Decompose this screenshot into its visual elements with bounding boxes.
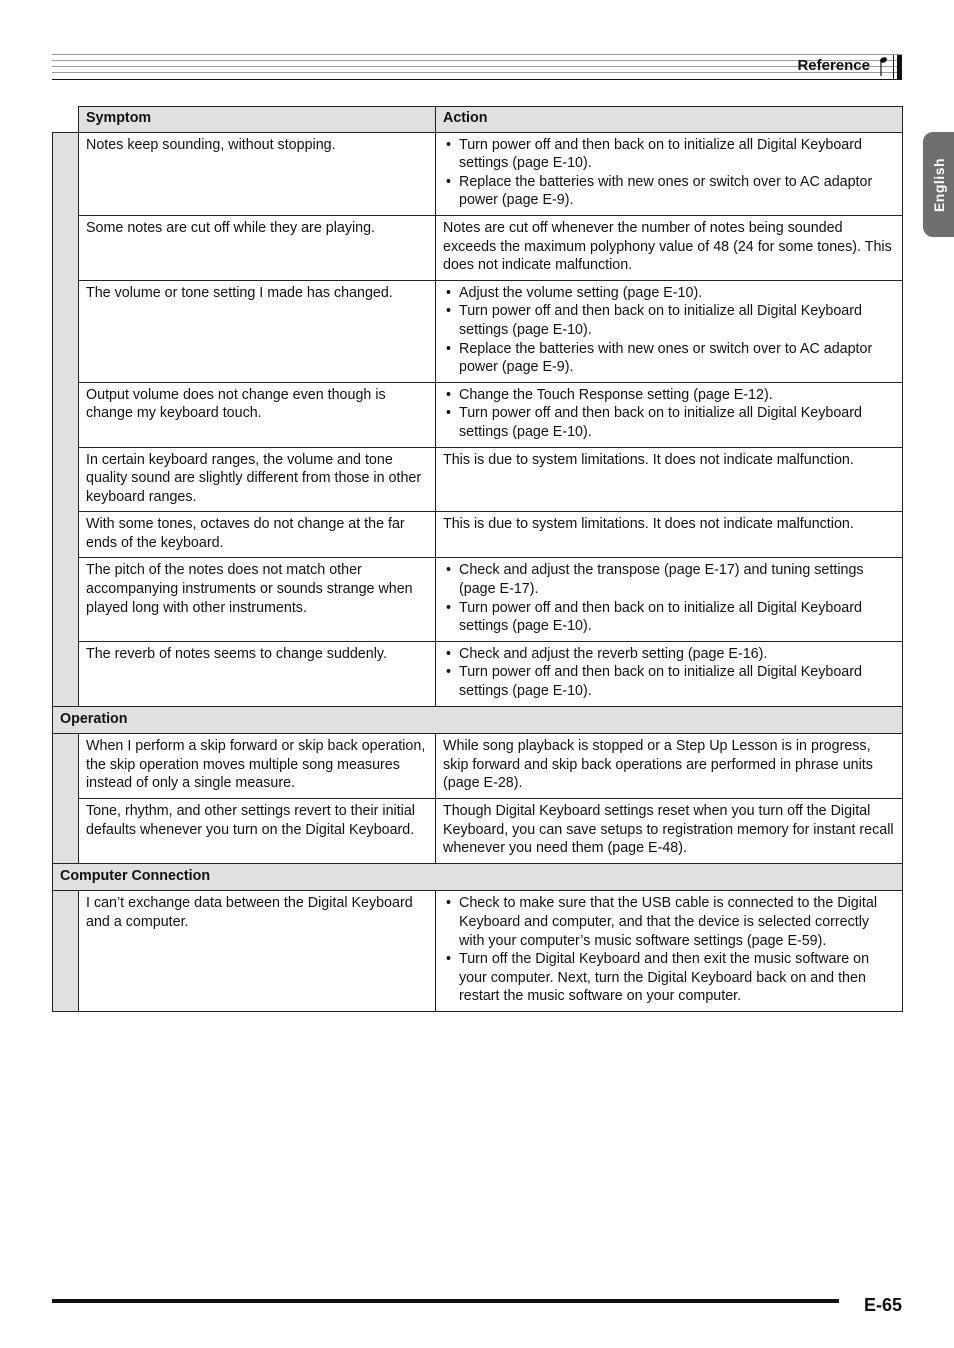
footer-rule xyxy=(52,1299,839,1303)
action-bullet: • Turn power off and then back on to initialize all Digital Keyboard settings (page E-10). xyxy=(443,663,896,700)
action-bullet: • Replace the batteries with new ones or switch over to AC adaptor power (page E-9). xyxy=(443,340,896,377)
action-bullet: • Check to make sure that the USB cable is connected to the Digital Keyboard and computer, and that the device is selected correctly with your computer’s music software settings (page E-59). xyxy=(443,894,896,950)
symptom-cell: I can’t exchange data between the Digital Keyboard and a computer. xyxy=(79,891,436,1012)
section-header-row xyxy=(53,863,903,891)
action-cell xyxy=(436,280,903,382)
section-gutter xyxy=(53,891,79,1012)
action-bullet: • Replace the batteries with new ones or switch over to AC adaptor power (page E-9). xyxy=(443,173,896,210)
section-gutter xyxy=(53,132,79,706)
action-cell xyxy=(436,641,903,706)
action-bullet: • Turn power off and then back on to initialize all Digital Keyboard settings (page E-10). xyxy=(443,599,896,636)
staff-line xyxy=(52,66,902,67)
action-cell: While song playback is stopped or a Step Up Lesson is in progress, skip forward and skip back operations are performed in phrase units (page E-28). xyxy=(436,734,903,799)
symptom-cell: The pitch of the notes does not match other accompanying instruments or sounds strange when played long with other instruments. xyxy=(79,558,436,641)
action-bullet: • Change the Touch Response setting (page E-12). xyxy=(443,386,896,405)
column-header-action: Action xyxy=(436,107,903,133)
action-cell: Notes are cut off whenever the number of notes being sounded exceeds the maximum polyphony value of 48 (24 for some tones). This does not indicate malfunction. xyxy=(436,215,903,280)
symptom-cell: The volume or tone setting I made has changed. xyxy=(79,280,436,382)
action-bullet: • Turn power off and then back on to initialize all Digital Keyboard settings (page E-10). xyxy=(443,404,896,441)
action-bullet: • Check and adjust the transpose (page E-17) and tuning settings (page E-17). xyxy=(443,561,896,598)
table-corner xyxy=(53,107,79,133)
section-gutter xyxy=(53,734,79,864)
staff-line xyxy=(52,72,902,73)
symptom-cell: The reverb of notes seems to change suddenly. xyxy=(79,641,436,706)
symptom-cell: When I perform a skip forward or skip back operation, the skip operation moves multiple song measures instead of only a single measure. xyxy=(79,734,436,799)
action-cell: This is due to system limitations. It does not indicate malfunction. xyxy=(436,512,903,558)
table-row xyxy=(53,447,903,512)
staff-line xyxy=(52,60,902,61)
table-row xyxy=(53,215,903,280)
staff-line xyxy=(52,79,902,80)
page-header xyxy=(52,54,902,80)
action-bullet: • Adjust the volume setting (page E-10). xyxy=(443,284,896,303)
music-note-icon xyxy=(876,56,888,76)
action-cell: Though Digital Keyboard settings reset when you turn off the Digital Keyboard, you can save setups to registration memory for instant recall whenever you need them (page E-48). xyxy=(436,799,903,864)
symptom-cell: Tone, rhythm, and other settings revert to their initial defaults whenever you turn on the Digital Keyboard. xyxy=(79,799,436,864)
page-number: E-65 xyxy=(864,1295,903,1315)
section-header-row xyxy=(53,706,903,734)
table-row xyxy=(53,799,903,864)
action-cell xyxy=(436,891,903,1012)
language-tab xyxy=(923,132,954,237)
staff-line xyxy=(52,54,902,55)
table-row xyxy=(53,132,903,215)
action-cell xyxy=(436,132,903,215)
table-header-row xyxy=(53,107,903,133)
symptom-cell: Output volume does not change even though is change my keyboard touch. xyxy=(79,382,436,447)
action-cell xyxy=(436,558,903,641)
header-bar xyxy=(897,55,902,79)
table-row xyxy=(53,280,903,382)
symptom-cell: Notes keep sounding, without stopping. xyxy=(79,132,436,215)
table-row xyxy=(53,512,903,558)
troubleshooting-table xyxy=(52,106,903,1012)
symptom-cell: Some notes are cut off while they are playing. xyxy=(79,215,436,280)
symptom-cell: With some tones, octaves do not change at the far ends of the keyboard. xyxy=(79,512,436,558)
column-header-symptom: Symptom xyxy=(79,107,436,133)
table-row xyxy=(53,891,903,1012)
action-bullet: • Turn power off and then back on to initialize all Digital Keyboard settings (page E-10). xyxy=(443,302,896,339)
symptom-cell: In certain keyboard ranges, the volume and tone quality sound are slightly different from those in other keyboard ranges. xyxy=(79,447,436,512)
action-bullet: • Turn off the Digital Keyboard and then exit the music software on your computer. Next, turn the Digital Keyboard back on and then restart the music software on your computer. xyxy=(443,950,896,1006)
action-bullet: • Check and adjust the reverb setting (page E-16). xyxy=(443,645,896,664)
action-cell xyxy=(436,382,903,447)
action-bullet: • Turn power off and then back on to initialize all Digital Keyboard settings (page E-10). xyxy=(443,136,896,173)
header-bar xyxy=(893,55,894,79)
table-row xyxy=(53,734,903,799)
section-header-operation: Operation xyxy=(53,706,903,734)
table-row xyxy=(53,641,903,706)
section-label: Reference xyxy=(797,57,870,74)
table-row xyxy=(53,382,903,447)
action-cell: This is due to system limitations. It does not indicate malfunction. xyxy=(436,447,903,512)
language-tab-label: English xyxy=(930,157,947,212)
section-header-computer-connection: Computer Connection xyxy=(53,863,903,891)
table-row xyxy=(53,558,903,641)
